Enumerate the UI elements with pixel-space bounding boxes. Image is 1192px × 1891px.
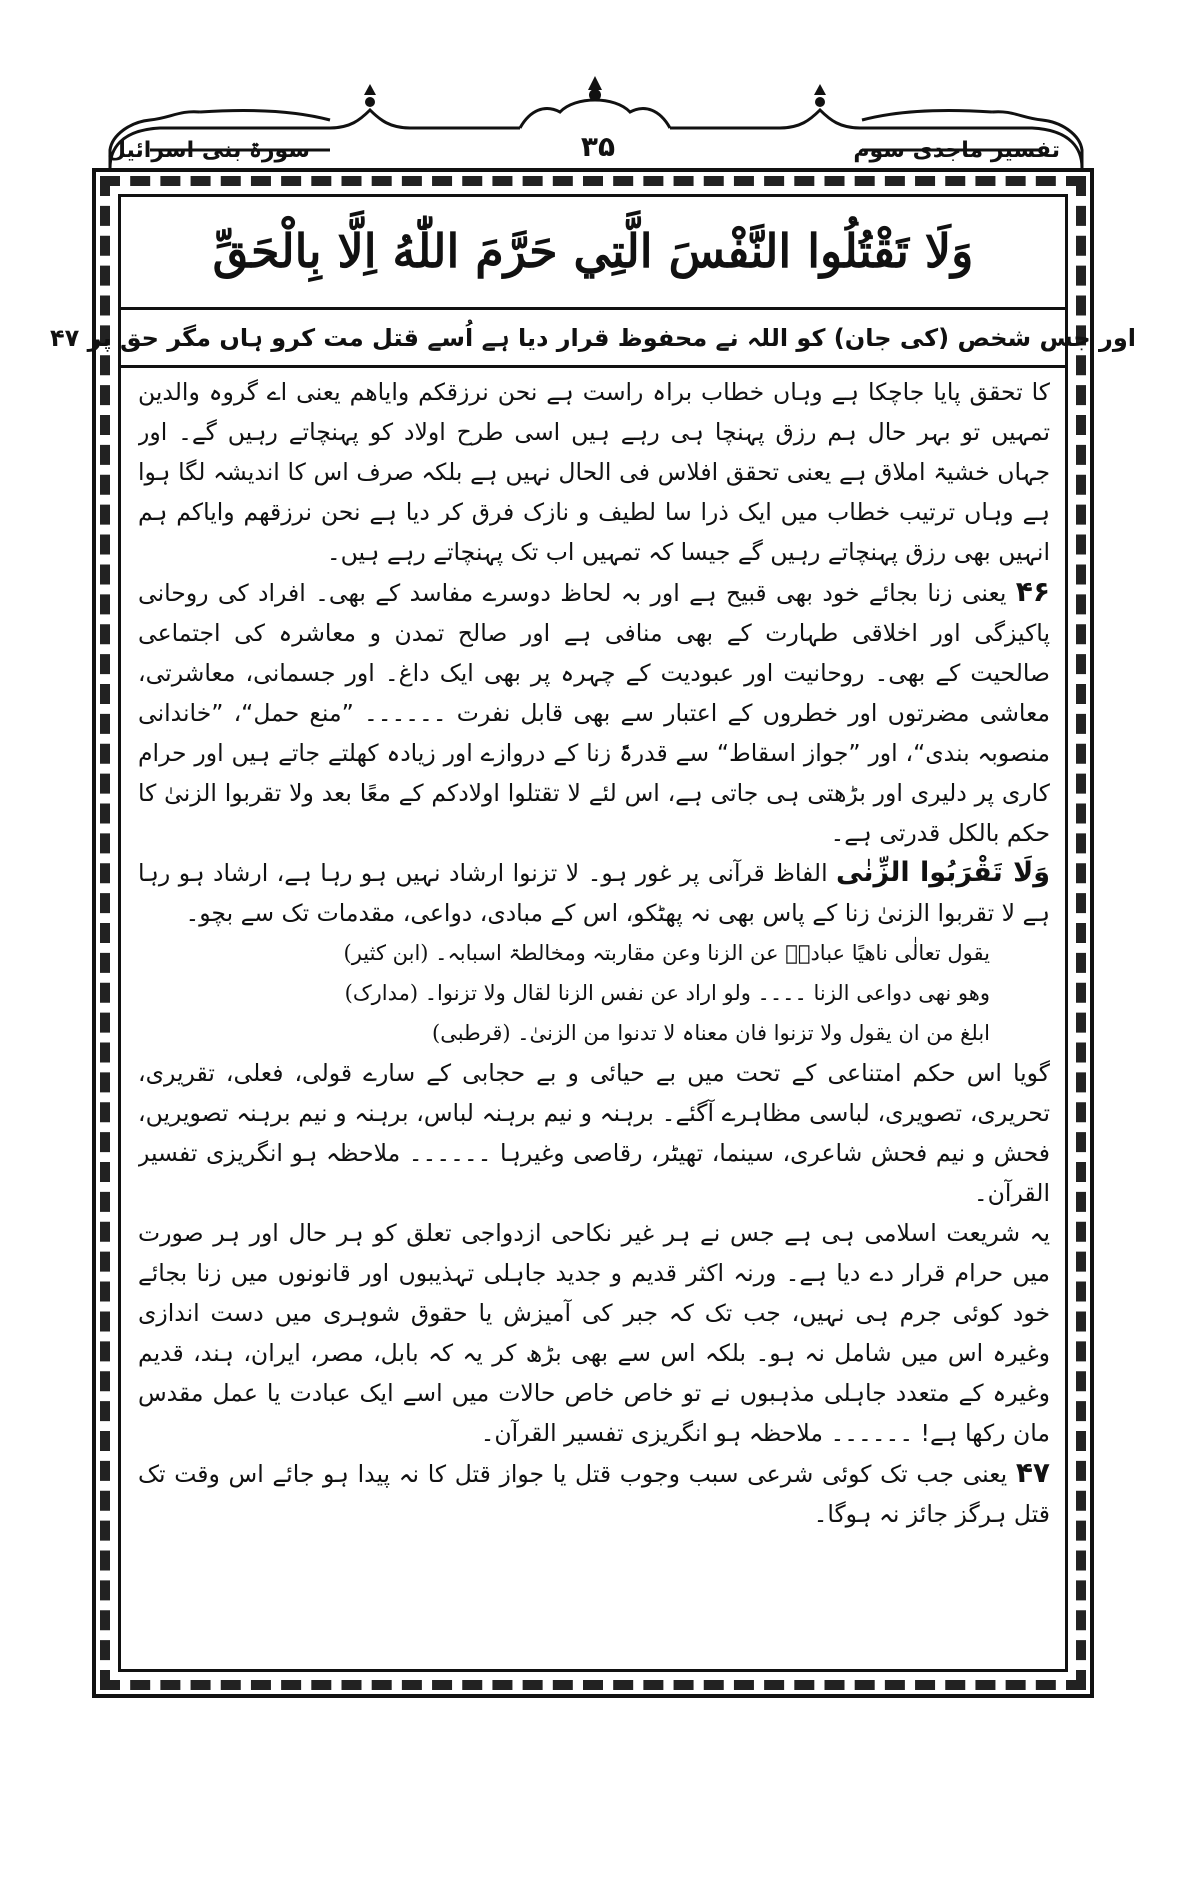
header-volume-label: تفسیر ماجدی سوم xyxy=(853,138,1060,163)
arabic-citation: ابلغ من ان یقول ولا تزنوا فان معناہ لا تدنوا من الزنیٰ۔ (قرطبی) xyxy=(432,1021,990,1045)
header-surah-label: سورۃ بنی اسرائیل xyxy=(106,138,310,163)
commentary-text: یعنی جب تک کوئی شرعی سبب وجوب قتل یا جواز قتل کا نہ پیدا ہو جائے اس وقت تک قتل ہرگز جائز نہ ہوگا۔ xyxy=(138,1460,1050,1528)
commentary-body xyxy=(138,372,1050,1662)
verse-translation: اور جس شخص (کی جان) کو اللہ نے محفوظ قرار دیا ہے اُسے قتل مت کرو ہاں مگر حق پر ۴۷ xyxy=(50,323,1136,352)
arabic-citation: یقول تعالٰی ناھیًا عبادہٗ عن الزنا وعن مقاربتہ ومخالطۃ اسبابہ۔ (ابن کثیر) xyxy=(343,941,990,965)
footnote-marker: ۴۶ xyxy=(1015,575,1050,608)
commentary-text: الفاظ قرآنی پر غور ہو۔ لا تزنوا ارشاد نہیں ہو رہا ہے، ارشاد ہو رہا ہے لا تقربوا الزنیٰ زنا کے پاس بھی نہ پھٹکو، اس کے مبادی، دواعی، مقدمات تک سے بچو۔ xyxy=(138,859,1050,927)
arabic-citation: وھو نھی دواعی الزنا ۔۔۔۔ ولو اراد عن نفس الزنا لقال ولا تزنوا۔ (مدارک) xyxy=(344,981,990,1005)
commentary-paragraph: کا تحقق پایا جاچکا ہے وہاں خطاب براہ راست ہے نحن نرزقکم وایاھم یعنی اے گروہ والدین تمہیں تو بہر حال ہم رزق پہنچا ہی رہے ہیں اسی طرح اولاد کو پہنچاتے رہیں گے۔ اور جہاں خشیۃ املاق ہے یعنی تحقق افلاس فی الحال نہیں ہے بلکہ صرف اس کا اندیشہ لگا ہوا ہے وہاں ترتیب خطاب میں ایک ذرا سا لطیف و نازک فرق کر دیا ہے نحن نرزقھم وایاکم ہم انہیں بھی رزق پہنچاتے رہیں گے جیسا کہ تمہیں اب تک پہنچاتے رہے ہیں۔ xyxy=(138,378,1050,566)
footnote-marker: ۴۷ xyxy=(1015,1456,1050,1489)
commentary-paragraph xyxy=(138,1453,1050,1534)
commentary-paragraph xyxy=(138,572,1050,853)
quoted-verse: وَلَا تَقْرَبُوا الزِّنٰى xyxy=(836,857,1050,888)
commentary-paragraph: یہ شریعت اسلامی ہی ہے جس نے ہر غیر نکاحی ازدواجی تعلق کو ہر حال اور ہر صورت میں حرام قرار دے دیا ہے۔ ورنہ اکثر قدیم و جدید جاہلی تہذیبوں اور قانونوں میں زنا بجائے خود کوئی جرم ہی نہیں، جب تک کہ جبر کی آمیزش یا حقوق شوہری میں دست اندازی وغیرہ اس میں شامل نہ ہو۔ بلکہ اس سے بھی بڑھ کر یہ کہ بابل، مصر، ایران، ہند، قدیم وغیرہ کے متعدد جاہلی مذہبوں نے تو خاص خاص حالات میں اسے ایک عبادت یا عمل مقدس مان رکھا ہے! ۔۔۔۔۔۔ ملاحظہ ہو انگریزی تفسیر القرآن۔ xyxy=(138,1219,1050,1447)
quran-verse: وَلَا تَقْتُلُوا النَّفْسَ الَّتِي حَرَّمَ اللّٰهُ اِلَّا بِالْحَقِّ xyxy=(212,223,974,278)
verse-panel xyxy=(118,194,1068,310)
page-number: ۳۵ xyxy=(580,130,616,163)
translation-panel xyxy=(50,310,1136,368)
commentary-text: یعنی زنا بجائے خود بھی قبیح ہے اور بہ لحاظ دوسرے مفاسد کے بھی۔ افراد کی روحانی پاکیزگی اور اخلاقی طہارت کے بھی منافی ہے اور صالح تمدن و معاشرہ کی اجتماعی صالحیت کے بھی۔ روحانیت اور عبودیت کے چہرہ پر بھی ایک داغ۔ اور جسمانی، معاشرتی، معاشی مضرتوں اور خطروں کے اعتبار سے بھی قابل نفرت ۔۔۔۔۔۔ ”منع حمل“، ”خاندانی منصوبہ بندی“، اور ”جواز اسقاط“ سے قدرۃً زنا کے دروازے اور زیادہ کھلتے جاتے ہیں اور حرام کاری پر دلیری اور بڑھتی ہی جاتی ہے، اس لئے لا تقتلوا اولادکم کے معًا بعد ولا تقربوا الزنیٰ کا حکم بالکل قدرتی ہے۔ xyxy=(138,579,1050,847)
commentary-paragraph xyxy=(138,853,1050,933)
commentary-paragraph: گویا اس حکم امتناعی کے تحت میں بے حیائی و بے حجابی کے سارے قولی، فعلی، تقریری، تحریری، تصویری، لباسی مظاہرے آگئے۔ برہنہ و نیم برہنہ لباس، برہنہ و نیم برہنہ تصویریں، فحش و نیم فحش شاعری، سینما، تھیٹر، رقاصی وغیرہا ۔۔۔۔۔۔ ملاحظہ ہو انگریزی تفسیر القرآن۔ xyxy=(138,1059,1050,1207)
